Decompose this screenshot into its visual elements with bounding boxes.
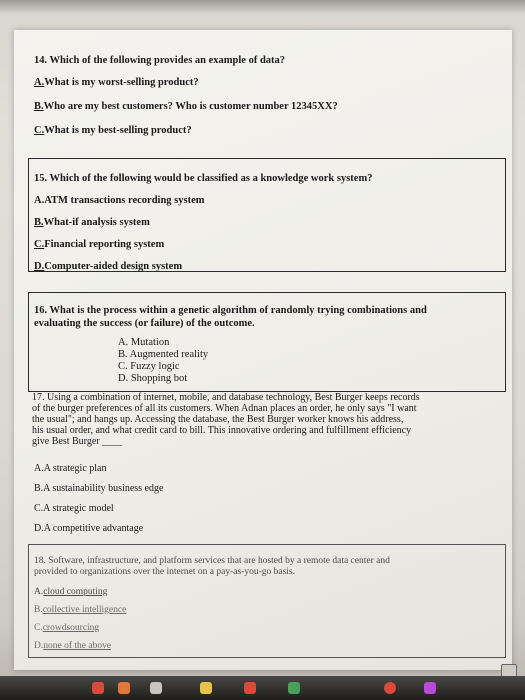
question-17-line1: 17. Using a combination of internet, mobile, and database technology, Best Burger keeps records bbox=[32, 392, 420, 403]
q18-b-text: collective intelligence bbox=[42, 605, 127, 615]
q17-option-a: A.A strategic plan bbox=[34, 463, 107, 474]
dock-app-icon[interactable] bbox=[384, 682, 396, 694]
q18-b-prefix: B. bbox=[34, 605, 43, 615]
question-16-line1: 16. What is the process within a genetic algorithm of randomly trying combinations and bbox=[34, 305, 427, 316]
q14-option-b bbox=[34, 100, 338, 113]
q17-option-b: B.A sustainability business edge bbox=[34, 483, 164, 494]
q18-d-text: none of the above bbox=[43, 641, 112, 651]
dock-app-icon[interactable] bbox=[118, 682, 130, 694]
dock-app-icon[interactable] bbox=[92, 682, 104, 694]
q15-option-b bbox=[34, 216, 150, 229]
q15-c-prefix: C. bbox=[34, 239, 45, 250]
question-15: 15. Which of the following would be classified as a knowledge work system? bbox=[34, 173, 373, 184]
q18-c-text: crowdsourcing bbox=[42, 623, 100, 633]
q14-c-prefix: C. bbox=[34, 125, 45, 136]
q17-option-d: D.A competitive advantage bbox=[34, 523, 144, 534]
q15-option-a: A.ATM transactions recording system bbox=[34, 195, 205, 206]
screen-top-shadow bbox=[0, 0, 525, 14]
question-17-line2: of the burger preferences of all its customers. When Adnan places an order, he only says "I want bbox=[32, 403, 417, 414]
dock-bar bbox=[0, 676, 525, 700]
question-18-line1: 18. Software, infrastructure, and platform services that are hosted by a remote data center and bbox=[34, 556, 390, 566]
q15-c-text: Financial reporting system bbox=[44, 239, 165, 250]
dock-app-icon[interactable] bbox=[424, 682, 436, 694]
dock-app-icon[interactable] bbox=[200, 682, 212, 694]
q15-option-c bbox=[34, 238, 164, 251]
q15-b-prefix: B. bbox=[34, 217, 44, 228]
q18-option-a bbox=[34, 586, 107, 599]
question-17-line4: his usual order, and what credit card to bill. This innovative ordering and fulfillment efficiency bbox=[32, 425, 412, 436]
q18-option-c bbox=[34, 622, 99, 635]
q18-d-prefix: D. bbox=[34, 641, 44, 651]
q14-a-prefix: A. bbox=[34, 77, 45, 88]
q14-b-text: Who are my best customers? Who is customer number 12345XX? bbox=[43, 101, 338, 112]
question-17-line5: give Best Burger ____ bbox=[32, 436, 123, 447]
q15-option-d bbox=[34, 260, 182, 273]
q14-option-c bbox=[34, 124, 192, 137]
q15-b-text: What-if analysis system bbox=[43, 217, 150, 228]
q18-option-b bbox=[34, 604, 126, 617]
q18-a-text: cloud computing bbox=[43, 587, 108, 597]
q17-option-c: C.A strategic model bbox=[34, 503, 114, 514]
q16-option-d: D. Shopping bot bbox=[118, 373, 188, 384]
question-16-line2: evaluating the success (or failure) of the outcome. bbox=[34, 318, 255, 329]
q16-option-b: B. Augmented reality bbox=[118, 349, 209, 360]
q14-a-text: What is my worst-selling product? bbox=[44, 77, 199, 88]
q18-option-d bbox=[34, 640, 111, 653]
q15-d-text: Computer-aided design system bbox=[44, 261, 183, 272]
q14-b-prefix: B. bbox=[34, 101, 44, 112]
document-page bbox=[14, 30, 512, 670]
dock-app-icon[interactable] bbox=[150, 682, 162, 694]
question-14: 14. Which of the following provides an example of data? bbox=[34, 55, 286, 66]
question-17-line3: the usual"; and hangs up. Accessing the database, the Best Burger worker knows his address, bbox=[32, 414, 404, 425]
q14-option-a bbox=[34, 76, 199, 89]
q18-c-prefix: C. bbox=[34, 623, 43, 633]
q18-a-prefix: A. bbox=[34, 587, 44, 597]
dock-app-icon[interactable] bbox=[244, 682, 256, 694]
q16-option-a: A. Mutation bbox=[118, 337, 170, 348]
q14-c-text: What is my best-selling product? bbox=[44, 125, 192, 136]
dock-app-icon[interactable] bbox=[288, 682, 300, 694]
q16-option-c: C. Fuzzy logic bbox=[118, 361, 180, 372]
q15-d-prefix: D. bbox=[34, 261, 45, 272]
question-18-line2: provided to organizations over the internet on a pay-as-you-go basis. bbox=[34, 567, 296, 577]
